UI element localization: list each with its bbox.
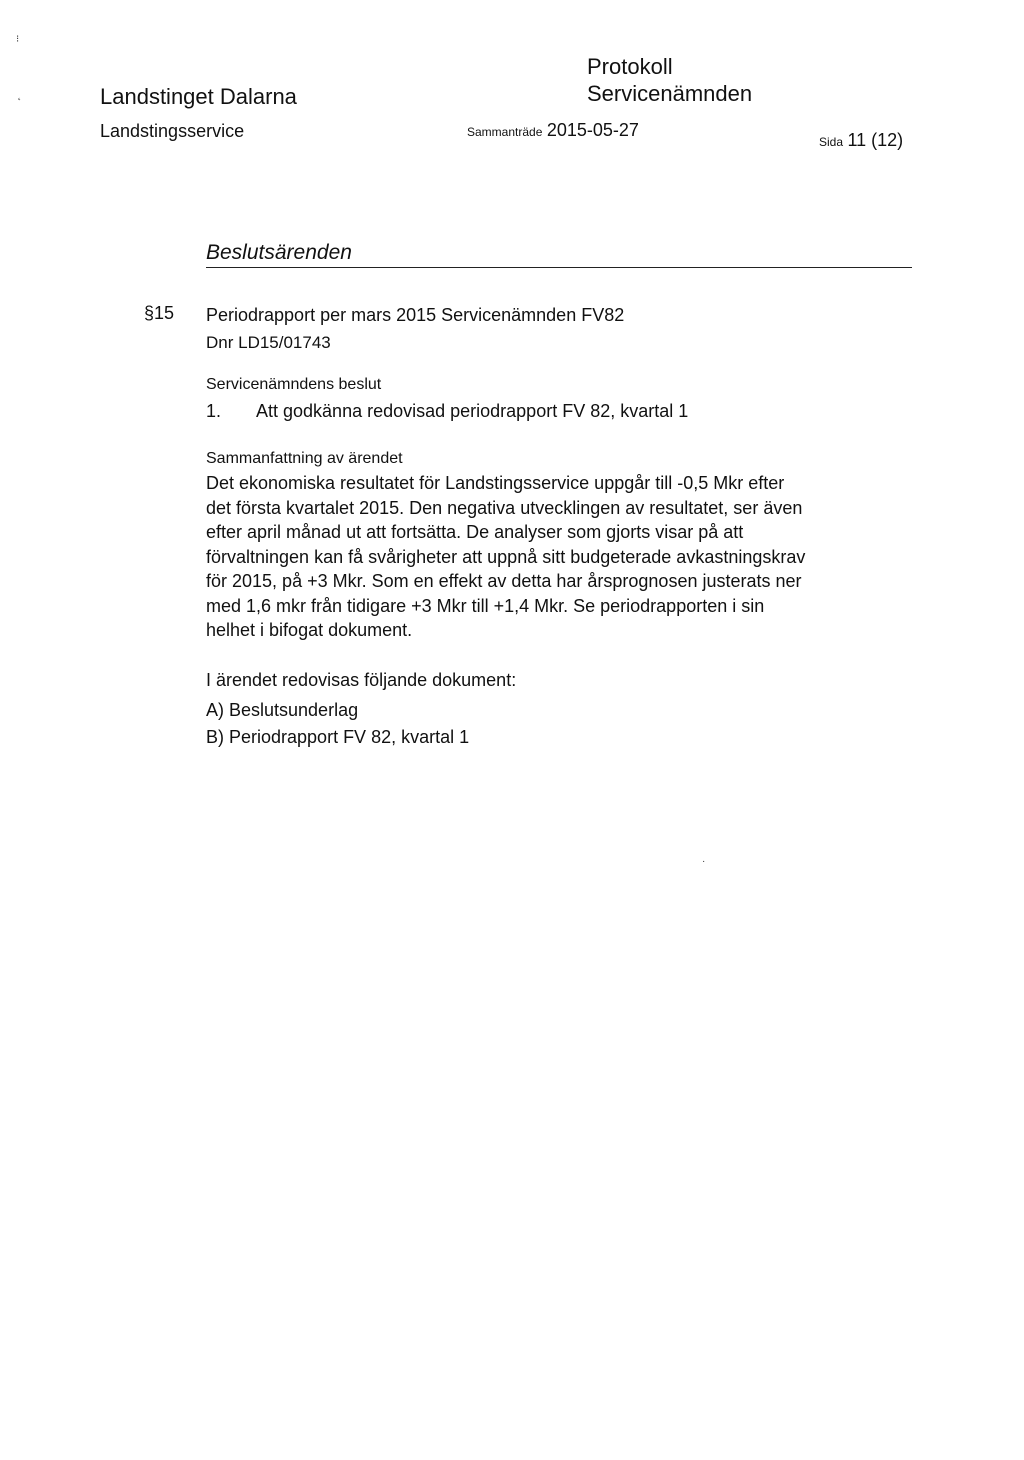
document-type: Protokoll — [587, 54, 673, 79]
section-title: Beslutsärenden — [206, 241, 352, 264]
committee-name: Servicenämnden — [587, 81, 753, 106]
page-number — [819, 130, 903, 151]
scan-speck: ˛ — [18, 90, 22, 101]
scan-speck: ⁝ — [16, 34, 20, 45]
document-item: B) Periodrapport FV 82, kvartal 1 — [206, 727, 470, 747]
summary-heading: Sammanfattning av ärendet — [206, 450, 403, 467]
decision-item — [206, 401, 688, 422]
documents-list — [206, 697, 469, 751]
summary-line: efter april månad ut att fortsätta. De analyser som gjorts visar på att — [206, 522, 744, 542]
decision-item-text: Att godkänna redovisad periodrapport FV 82, kvartal 1 — [256, 401, 689, 421]
organization-name: Landstinget Dalarna — [100, 84, 297, 109]
registration-number: Dnr LD15/01743 — [206, 333, 331, 352]
page-label: Sida — [819, 135, 844, 149]
summary-line: det första kvartalet 2015. Den negativa utvecklingen av resultatet, ser även — [206, 497, 803, 518]
meeting-label: Sammanträde — [467, 125, 543, 139]
paragraph-number: §15 — [144, 303, 175, 323]
summary-line: förvaltningen kan få svårigheter att uppnå sitt budgeterade avkastningskrav — [206, 546, 806, 567]
summary-line: Det ekonomiska resultatet för Landstingsservice uppgår till -0,5 Mkr efter — [206, 473, 785, 493]
meeting-date — [467, 120, 639, 141]
scan-speck: · — [702, 856, 706, 867]
section-divider — [206, 267, 912, 268]
department-name: Landstingsservice — [100, 121, 245, 141]
decision-item-number: 1. — [206, 401, 222, 421]
meeting-date-value: 2015-05-27 — [546, 120, 639, 140]
summary-line: helhet i bifogat dokument. — [206, 620, 413, 640]
documents-intro: I ärendet redovisas följande dokument: — [206, 670, 517, 690]
page-number-value: 11 (12) — [847, 130, 904, 150]
summary-line: för 2015, på +3 Mkr. Som en effekt av detta har årsprognosen justerats ner — [206, 571, 802, 591]
summary-line: med 1,6 mkr från tidigare +3 Mkr till +1,4 Mkr. Se periodrapporten i sin — [206, 595, 765, 616]
paragraph-title: Periodrapport per mars 2015 Servicenämnden FV82 — [206, 305, 625, 325]
summary-text — [206, 471, 906, 643]
document-item: A) Beslutsunderlag — [206, 700, 359, 720]
decision-heading: Servicenämndens beslut — [206, 376, 382, 393]
